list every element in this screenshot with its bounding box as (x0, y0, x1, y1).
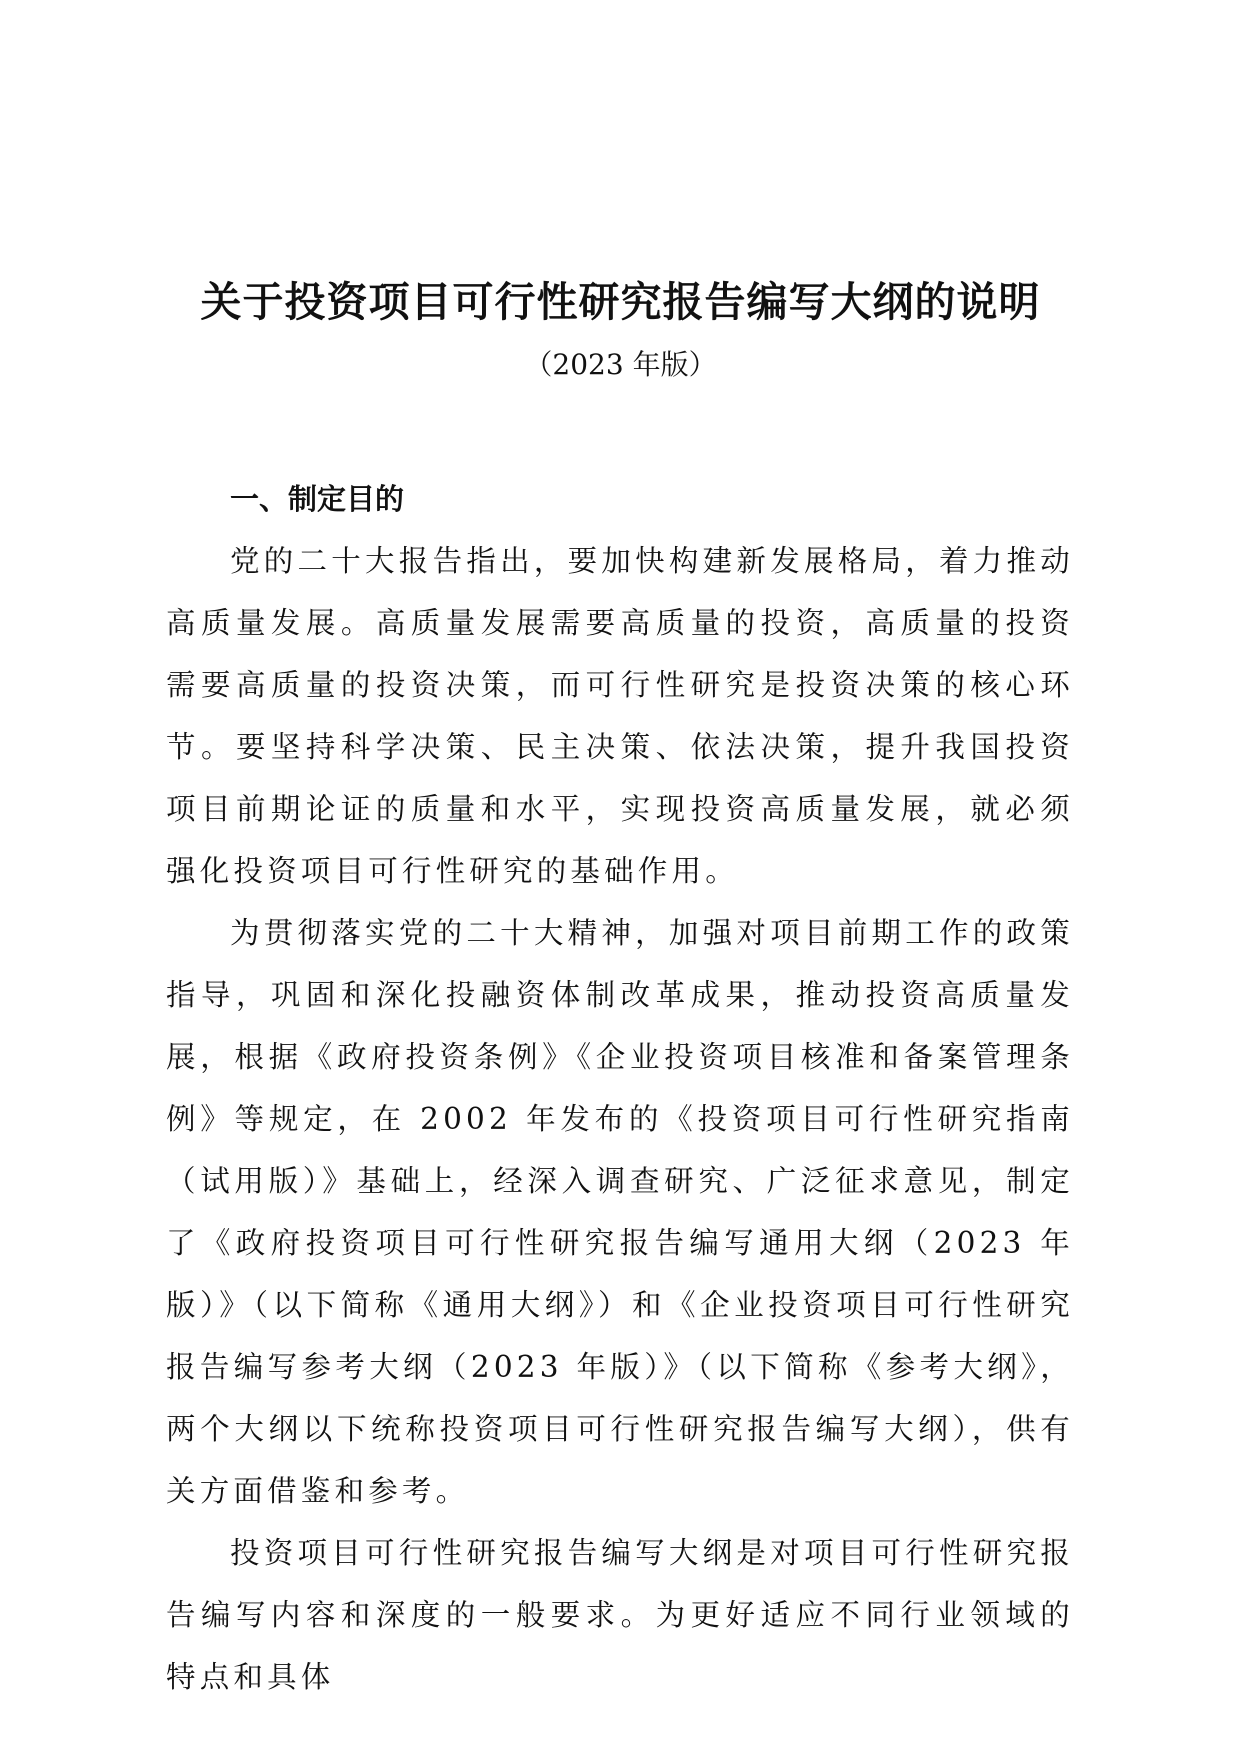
paragraph-3: 投资项目可行性研究报告编写大纲是对项目可行性研究报告编写内容和深度的一般要求。为更好适应不同行业领域的特点和具体 (166, 1536, 1074, 1694)
paragraph-2: 为贯彻落实党的二十大精神，加强对项目前期工作的政策指导，巩固和深化投融资体制改革成果，推动投资高质量发展，根据《政府投资条例》《企业投资项目核准和备案管理条例》等规定，在 2002 年发布的《投资项目可行性研究指南（试用版）》基础上，经深入调查研究、广泛征求意见，制定了《政府投资项目可行性研究报告编写通用大纲（2023 年版）》（以下简称《通用大纲》）和《企业投资项目可行性研究报告编写参考大纲（2023 年版）》（以下简称《参考大纲》，两个大纲以下统称投资项目可行性研究报告编写大纲），供有关方面借鉴和参考。 (166, 916, 1074, 1508)
document-subtitle: （2023 年版） (524, 348, 717, 381)
document-body (166, 468, 1074, 1708)
document-title: 关于投资项目可行性研究报告编写大纲的说明 (200, 278, 1041, 326)
section-heading: 一、制定目的 (230, 482, 405, 516)
paragraph-1: 党的二十大报告指出，要加快构建新发展格局，着力推动高质量发展。高质量发展需要高质量的投资，高质量的投资需要高质量的投资决策，而可行性研究是投资决策的核心环节。要坚持科学决策、民主决策、依法决策，提升我国投资项目前期论证的质量和水平，实现投资高质量发展，就必须强化投资项目可行性研究的基础作用。 (166, 544, 1074, 888)
